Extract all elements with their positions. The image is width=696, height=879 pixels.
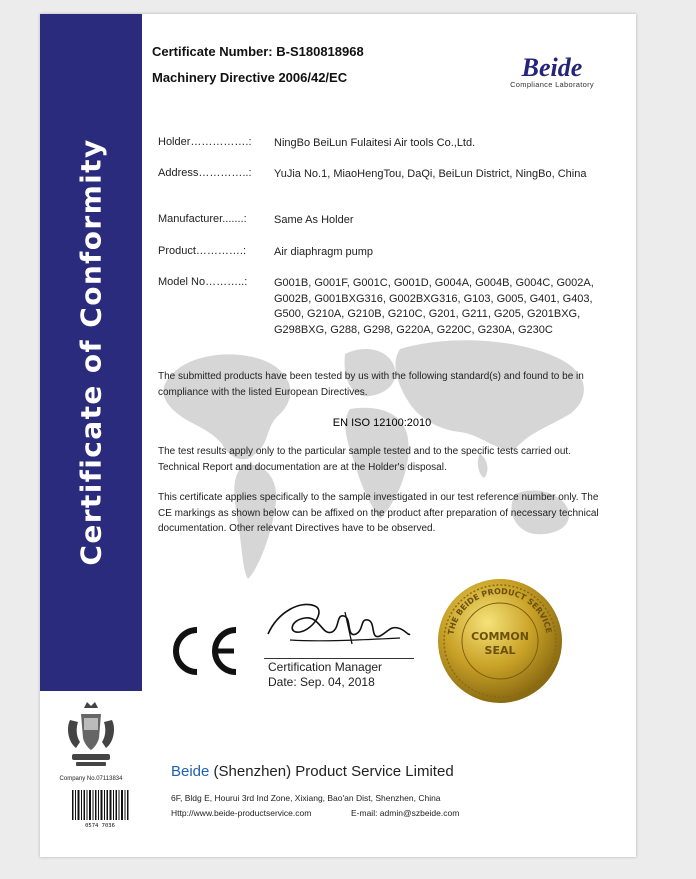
barcode-number: 0574 7036 (85, 823, 115, 828)
seal-text-line2: SEAL (484, 644, 516, 657)
signatory-role: Certification Manager (268, 660, 383, 674)
company-brand: Beide (171, 763, 210, 780)
company-email[interactable]: E-mail: admin@szbeide.com (351, 808, 460, 818)
manager-signature (260, 592, 415, 658)
field-value: YuJia No.1, MiaoHengTou, DaQi, BeiLun District, NingBo, China (274, 168, 587, 180)
certificate-number: Certificate Number: B-S180818968 (152, 44, 364, 59)
company-rest: (Shenzhen) Product Service Limited (209, 763, 454, 780)
field-value: Same As Holder (274, 214, 354, 226)
sidebar-band (40, 14, 142, 691)
sidebar-title: Certificate of Conformity (74, 138, 108, 566)
seal-text-line1: COMMON (471, 630, 529, 643)
field-value: NingBo BeiLun Fulaitesi Air tools Co.,Ltd. (274, 137, 476, 149)
company-number: Company No.07113834 (59, 776, 123, 782)
logo-name: Beide (521, 53, 583, 82)
standard-reference: EN ISO 12100:2010 (332, 417, 432, 429)
ce-marking-statement: This certificate applies specifically to the sample investigated in our test reference number only. The CE markings as shown below can be affixed on the product after preparation of necessary technical documentation. Other relevant Directives have to be observed. (158, 492, 599, 534)
certificate-date: Date: Sep. 04, 2018 (268, 675, 375, 689)
field-value: Air diaphragm pump (274, 246, 374, 258)
logo-subtitle: Compliance Laboratory (510, 80, 594, 89)
company-address: 6F, Bldg E, Hourui 3rd Ind Zone, Xixiang, Bao'an Dist, Shenzhen, China (171, 793, 441, 803)
certificate-page (40, 14, 636, 857)
seal-ring-text: THE BEIDE PRODUCT SERVICE (446, 586, 554, 636)
ce-mark-icon (164, 624, 242, 678)
signature-line (264, 658, 414, 659)
common-seal (435, 576, 565, 706)
field-value: G001B, G001F, G001C, G001D, G004A, G004B, G004C, G002A, G002B, G001BXG316, G002BXG316, G103, G005, G401, G403, G500, G210A, G210B, G210C, G201, G211, G205, G201BXG, G298BXG, G288, G298, G220A, G220C, G230A, G230C (274, 277, 594, 336)
beide-logo (502, 53, 602, 89)
field-label: Model No………..: (158, 276, 248, 288)
company-website[interactable]: Http://www.beide-productservice.com (171, 808, 312, 818)
royal-crest-icon (62, 702, 120, 772)
barcode-icon (71, 790, 129, 828)
company-name (171, 763, 454, 780)
directive-title: Machinery Directive 2006/42/EC (152, 70, 348, 85)
field-label: Manufacturer.......: (158, 213, 247, 225)
submitted-statement: The submitted products have been tested by us with the following standard(s) and found to be in compliance with the listed European Directives. (158, 371, 584, 398)
field-label: Address…………..: (158, 167, 252, 179)
field-label: Holder…………….: (158, 136, 252, 148)
test-results-statement: The test results apply only to the particular sample tested and to the specific tests carried out. Technical Report and documentation are at the Holder's disposal. (158, 446, 571, 473)
field-label: Product………….: (158, 245, 247, 257)
